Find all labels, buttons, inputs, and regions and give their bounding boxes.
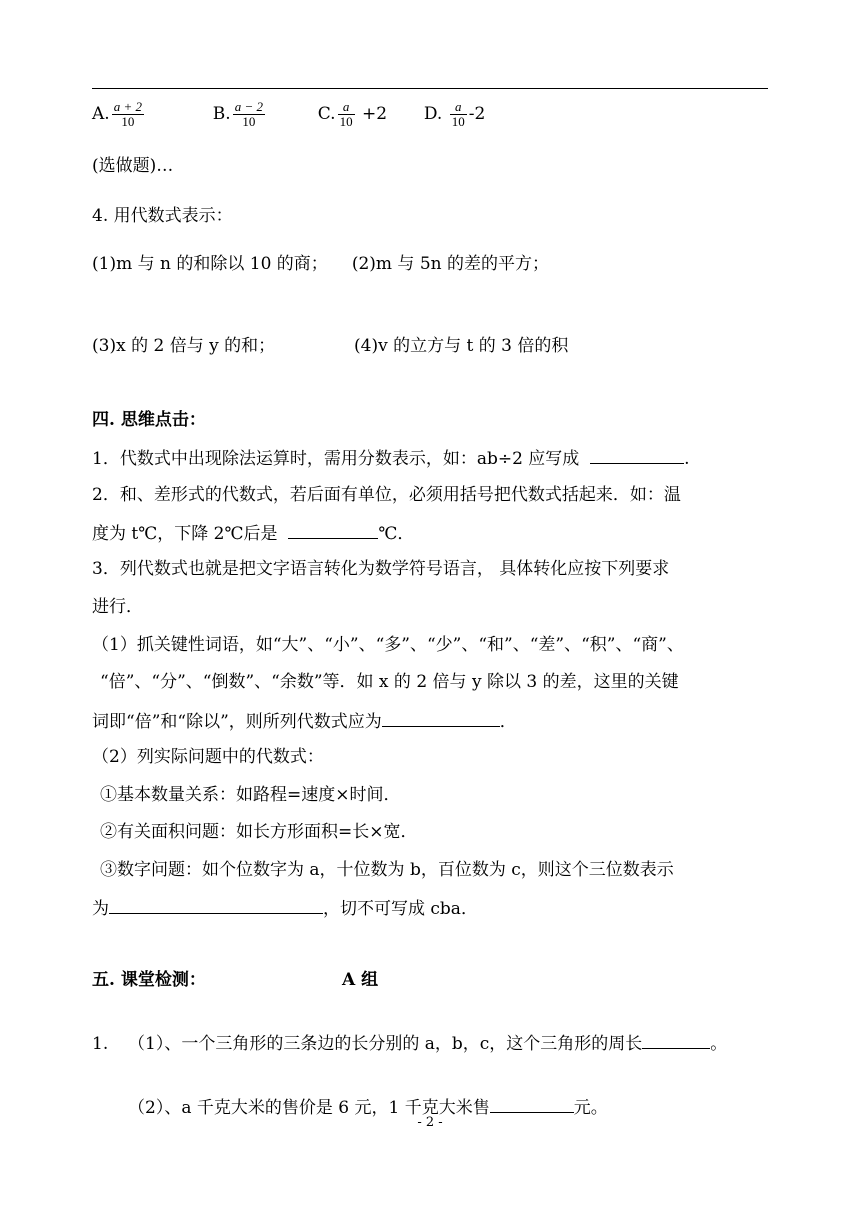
s4-case-3b: 为 ，切不可写成 cba．: [92, 895, 478, 921]
q4-parts-1-2: [92, 252, 549, 276]
s4-item-2a: 2．和、差形式的代数式，若后面有单位，必须用括号把代数式括起来．如：温: [92, 485, 681, 505]
q4-part-3: (3)x 的 2 倍与 y 的和；: [92, 336, 276, 356]
s4-case-1: ①基本数量关系：如路程=速度×时间．: [100, 785, 401, 805]
q4-title: 4. 用代数式表示：: [92, 206, 233, 226]
s4-item-3a: 3．列代数式也就是把文字语言转化为数学符号语言， 具体转化应按下列要求: [92, 559, 670, 579]
s4-case-2: ②有关面积问题：如长方形面积=长×宽．: [100, 822, 418, 842]
answer-blank[interactable]: [642, 1030, 710, 1049]
s5-q1-2: （2）、a 千克大米的售价是 6 元，1 千克大米售 元。: [128, 1094, 608, 1120]
s4-sub-1a: （1）抓关键性词语，如“大”、“小”、“多”、“少”、“和”、“差”、“积”、“商”、: [92, 635, 684, 655]
answer-blank[interactable]: [590, 445, 684, 464]
s4-item-3b: 进行．: [92, 597, 143, 617]
answer-blank[interactable]: [382, 708, 500, 727]
section4-heading: 四. 思维点击：: [92, 410, 206, 430]
s4-item-2b: 度为 t℃，下降 2℃后是 ℃．: [92, 520, 414, 546]
s5-q1-1: 1. （1）、一个三角形的三条边的长分别的 a，b，c，这个三角形的周长 。: [92, 1030, 727, 1056]
s4-sub-2: （2）列实际问题中的代数式：: [92, 747, 324, 767]
section5-heading-row: [92, 968, 378, 992]
s4-item-1: 1．代数式中出现除法运算时，需用分数表示，如：ab÷2 应写成 .: [92, 445, 690, 471]
s4-sub-1b: “倍”、“分”、“倒数”、“余数”等．如 x 的 2 倍与 y 除以 3 的差，这里的关键: [100, 672, 679, 692]
choice-d: D. $\frac{a}{10}$ -2: [423, 99, 486, 129]
choice-a: A. $\frac{a + 2}{10}$: [92, 99, 142, 129]
s4-case-3a: ③数字问题：如个位数字为 a，十位数为 b，百位数为 c，则这个三位数表示: [100, 860, 674, 880]
answer-blank[interactable]: [109, 895, 323, 914]
choice-b: B. $\frac{a - 2}{10}$: [212, 99, 263, 129]
optional-note: (选做题)…: [92, 156, 174, 176]
answer-blank[interactable]: [490, 1094, 574, 1113]
q4-part-1: (1)m 与 n 的和除以 10 的商；: [92, 254, 328, 274]
section5-heading: 五. 课堂检测：: [92, 970, 206, 990]
header-rule: [92, 88, 768, 89]
q4-part-2: (2)m 与 5n 的差的平方；: [351, 254, 549, 274]
choices-row: [92, 100, 485, 129]
group-label: A 组: [342, 970, 379, 990]
choice-c: C. $\frac{a}{10}$ +2: [317, 99, 388, 129]
s4-sub-1c: 词即“倍”和“除以”，则所列代数式应为 ．: [92, 708, 517, 734]
q4-parts-3-4: [92, 334, 568, 358]
page-number: - 2 -: [417, 1115, 443, 1130]
answer-blank[interactable]: [288, 520, 378, 539]
q4-part-4: (4)v 的立方与 t 的 3 倍的积: [354, 336, 569, 356]
